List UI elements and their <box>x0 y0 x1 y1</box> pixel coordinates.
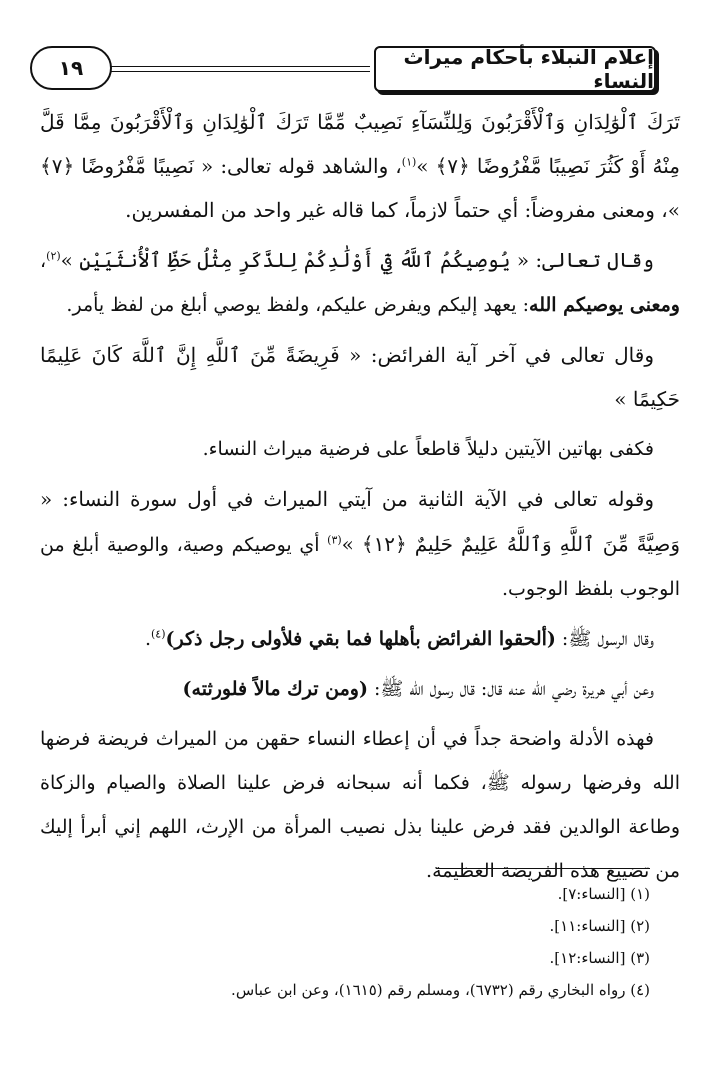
paragraph-1 <box>40 100 680 232</box>
separator: ، <box>40 250 47 272</box>
paragraph-7 <box>40 667 680 711</box>
quran-verse: وقوله تعالى في الآية الثانية من آيتي الميراث في أول سورة النساء: « وَصِيَّةً مِّنَ ٱللَّهِ وَٱللَّهُ عَلِيمٌ حَلِيمٌ ﴿١٢﴾ » <box>40 487 681 556</box>
main-text <box>40 100 680 899</box>
paragraph-text: وعن أبي هريرة رضي الله عنه قال: قال رسول الله ﷺ: <box>367 678 654 700</box>
hadith-text: (ألحقوا الفرائض بأهلها فما بقي فلأولى رجل ذكر) <box>165 628 556 650</box>
paragraph-text: : يعهد إليكم ويفرض عليكم، ولفظ يوصي أبلغ من لفظ يأمر. <box>66 294 530 316</box>
footnote-ref: (١) <box>401 155 417 169</box>
footnote-4: (٤) رواه البخاري رقم (٦٧٣٢)، ومسلم رقم (١٦١٥)، وعن ابن عباس. <box>231 981 650 999</box>
footnote-1: (١) [النساء:٧]. <box>557 885 650 903</box>
page-header <box>30 46 656 92</box>
page-number: ١٩ <box>30 46 112 90</box>
footnote-ref: (٣) <box>327 533 342 547</box>
paragraph-5 <box>40 477 680 611</box>
paragraph-text: ، والشاهد قوله تعالى: « نَصِيبًا مَّفْرُوضًا ﴿٧﴾ »، ومعنى مفروضاً: أي حتماً لازماً، كما قاله غير واحد من المفسرين. <box>40 154 680 222</box>
paragraph-4: فكفى بهاتين الآيتين دليلاً قاطعاً على فرضية ميراث النساء. <box>202 438 654 460</box>
footnotes <box>50 878 650 1006</box>
hadith-text: (ومن ترك مالاً فلورثته) <box>182 678 368 700</box>
paragraph-8: فهذه الأدلة واضحة جداً في أن إعطاء النساء حقهن من الميراث فريضة فرضها الله وفرضها رسوله ﷺ، فكما أنه سبحانه فرض علينا الصلاة والصيام والزكاة وطاعة الوالدين فقد فرض علينا بذل نصيب المرأة من الإرث، اللهم إني أبرأ إليك من تضييع هذه الفريضة العظيمة. <box>40 728 680 882</box>
paragraph-text: أي يوصيكم وصية، والوصية أبلغ من الوجوب بلفظ الوجوب. <box>40 534 680 600</box>
bold-phrase: ومعنى يوصيكم الله <box>529 294 680 316</box>
header-rule <box>110 66 370 72</box>
paragraph-2 <box>40 238 680 327</box>
footnote-2: (٢) [النساء:١١]. <box>549 917 650 935</box>
footnote-3: (٣) [النساء:١٢]. <box>549 949 650 967</box>
paragraph-3: وقال تعالى في آخر آية الفرائض: « فَرِيضَةً مِّنَ ٱللَّهِ إِنَّ ٱللَّهَ كَانَ عَلِيمًا حَكِيمًا » <box>40 343 680 411</box>
paragraph-text: وقال الرسول ﷺ: <box>555 628 654 650</box>
period: . <box>144 628 151 650</box>
quran-verse: تَرَكَ ٱلْوَٰلِدَانِ وَٱلْأَقْرَبُونَ وَلِلنِّسَآءِ نَصِيبٌ مِّمَّا تَرَكَ ٱلْوَٰلِدَانِ وَٱلْأَقْرَبُونَ مِمَّا قَلَّ مِنْهُ أَوْ كَثُرَ نَصِيبًا مَّفْرُوضًا ﴿٧﴾ » <box>40 110 680 178</box>
footnote-ref: (٢) <box>46 249 61 263</box>
footnote-divider <box>436 868 650 869</box>
footnote-ref: (٤) <box>151 627 166 641</box>
book-title: إعلام النبلاء بأحكام ميراث النساء <box>374 46 656 92</box>
quran-verse: وقال تعالى: « يُوصِيكُمُ ٱللَّهُ فِيٓ أَوْلَٰدِكُمْ لِلذَّكَرِ مِثْلُ حَظِّ ٱلْأُنثَيَيْنِ » <box>60 248 654 272</box>
paragraph-6 <box>40 617 680 661</box>
